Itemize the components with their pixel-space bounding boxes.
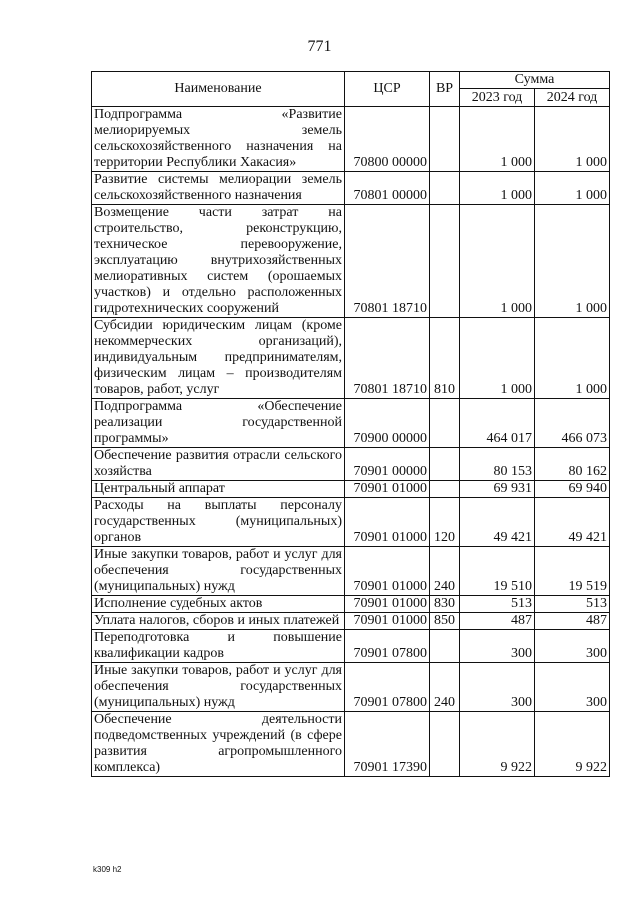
row-name: Уплата налогов, сборов и иных платежей [92,613,345,630]
row-amount-2024: 1 000 [535,205,610,318]
row-amount-2024: 487 [535,613,610,630]
row-vr: 240 [430,663,460,712]
table-row [92,107,610,172]
row-amount-2024: 1 000 [535,318,610,399]
table-row [92,547,610,596]
table-row [92,630,610,663]
row-csr: 70901 01000 [345,481,430,498]
row-amount-2023: 487 [460,613,535,630]
header-vr: ВР [430,72,460,107]
row-amount-2023: 80 153 [460,448,535,481]
row-name: Исполнение судебных актов [92,596,345,613]
row-amount-2024: 69 940 [535,481,610,498]
row-csr: 70901 17390 [345,712,430,777]
row-amount-2023: 9 922 [460,712,535,777]
row-csr: 70900 00000 [345,399,430,448]
row-amount-2023: 49 421 [460,498,535,547]
row-name: Центральный аппарат [92,481,345,498]
row-name: Переподготовка и повышение квалификации кадров [92,630,345,663]
row-csr: 70801 18710 [345,318,430,399]
row-csr: 70901 01000 [345,596,430,613]
row-vr: 240 [430,547,460,596]
table-row [92,481,610,498]
table-row [92,663,610,712]
table-row [92,712,610,777]
row-csr: 70801 18710 [345,205,430,318]
row-amount-2023: 1 000 [460,172,535,205]
table-row [92,172,610,205]
header-sum: Сумма [460,72,610,89]
row-amount-2024: 513 [535,596,610,613]
header-csr: ЦСР [345,72,430,107]
row-name: Возмещение части затрат на строительство, реконструкцию, техническое перевооружение, эксплуатацию внутрихозяйственных мелиоративных систем (орошаемых участков) и отдельно расположенных гидротехнических сооружений [92,205,345,318]
row-amount-2023: 69 931 [460,481,535,498]
header-year-2023: 2023 год [460,89,535,107]
row-vr: 120 [430,498,460,547]
table-row [92,399,610,448]
row-amount-2024: 49 421 [535,498,610,547]
budget-table [91,71,610,777]
table-row [92,205,610,318]
row-name: Обеспечение деятельности подведомственных учреждений (в сфере развития агропромышленного комплекса) [92,712,345,777]
row-name: Подпрограмма «Развитие мелиорируемых земель сельскохозяйственного назначения на территории Республики Хакасия» [92,107,345,172]
row-amount-2024: 1 000 [535,172,610,205]
row-csr: 70901 07800 [345,663,430,712]
row-csr: 70901 00000 [345,448,430,481]
row-amount-2023: 300 [460,663,535,712]
row-vr [430,630,460,663]
row-vr [430,448,460,481]
row-amount-2024: 300 [535,663,610,712]
row-csr: 70901 01000 [345,547,430,596]
row-vr: 830 [430,596,460,613]
page-number: 771 [307,38,332,55]
row-vr [430,712,460,777]
row-amount-2023: 1 000 [460,107,535,172]
row-name: Субсидии юридическим лицам (кроме некоммерческих организаций), индивидуальным предпринимателям, физическим лицам – производителям товаров, работ, услуг [92,318,345,399]
row-name: Обеспечение развития отрасли сельского хозяйства [92,448,345,481]
row-csr: 70801 00000 [345,172,430,205]
row-vr: 850 [430,613,460,630]
row-amount-2023: 300 [460,630,535,663]
row-amount-2023: 1 000 [460,318,535,399]
row-csr: 70901 07800 [345,630,430,663]
table-row [92,318,610,399]
row-name: Развитие системы мелиорации земель сельскохозяйственного назначения [92,172,345,205]
row-vr: 810 [430,318,460,399]
row-csr: 70901 01000 [345,498,430,547]
row-name: Иные закупки товаров, работ и услуг для обеспечения государственных (муниципальных) нужд [92,663,345,712]
row-amount-2023: 1 000 [460,205,535,318]
row-amount-2023: 464 017 [460,399,535,448]
row-csr: 70800 00000 [345,107,430,172]
row-amount-2024: 466 073 [535,399,610,448]
row-amount-2024: 19 519 [535,547,610,596]
table-row [92,613,610,630]
row-amount-2023: 19 510 [460,547,535,596]
header-year-2024: 2024 год [535,89,610,107]
row-name: Расходы на выплаты персоналу государственных (муниципальных) органов [92,498,345,547]
row-amount-2023: 513 [460,596,535,613]
row-vr [430,481,460,498]
row-vr [430,172,460,205]
row-amount-2024: 1 000 [535,107,610,172]
row-vr [430,399,460,448]
table-row [92,448,610,481]
header-name: Наименование [92,72,345,107]
row-csr: 70901 01000 [345,613,430,630]
table-row [92,498,610,547]
row-amount-2024: 9 922 [535,712,610,777]
row-vr [430,205,460,318]
row-name: Иные закупки товаров, работ и услуг для обеспечения государственных (муниципальных) нужд [92,547,345,596]
row-vr [430,107,460,172]
row-amount-2024: 80 162 [535,448,610,481]
row-name: Подпрограмма «Обеспечение реализации государственной программы» [92,399,345,448]
row-amount-2024: 300 [535,630,610,663]
table-row [92,596,610,613]
footer-code: k309 h2 [93,865,122,874]
